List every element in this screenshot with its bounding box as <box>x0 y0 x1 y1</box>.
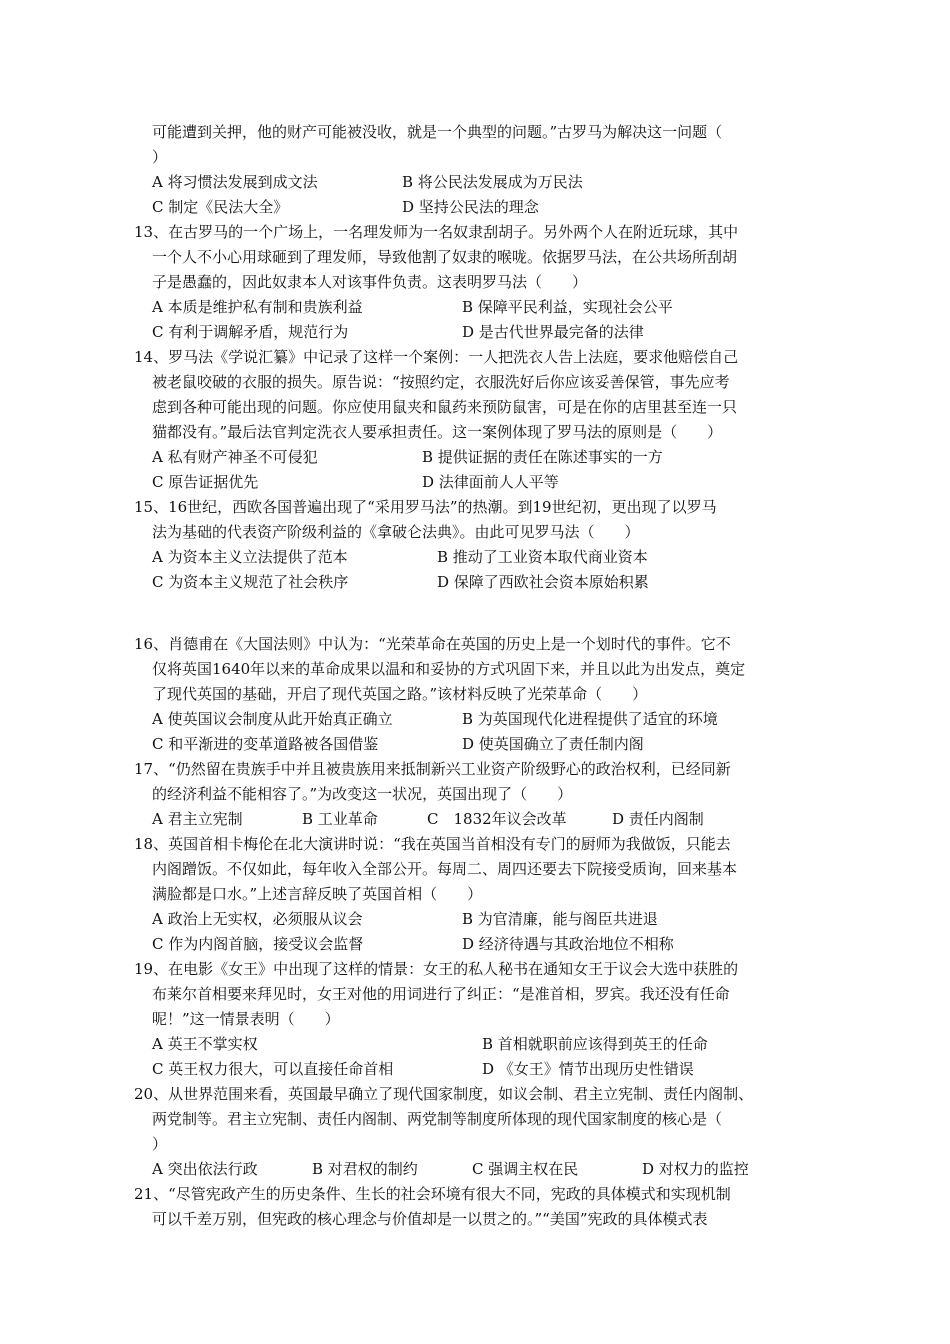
q15-option-b: B 推动了工业资本取代商业资本 <box>437 548 648 566</box>
q20-options-row <box>134 1157 824 1182</box>
q12-options-row <box>134 195 824 220</box>
q15-line: 法为基础的代表资产阶级利益的《拿破仑法典》。由此可见罗马法（ ） <box>152 523 640 541</box>
q19-line: 呢！”这一情景表明（ ） <box>152 1010 340 1028</box>
q18-option-b: B 为官清廉，能与阁臣共进退 <box>462 910 658 928</box>
q15-option-d: D 保障了西欧社会资本原始积累 <box>437 573 649 591</box>
section-gap <box>134 595 824 632</box>
q20-option-c: C 强调主权在民 <box>472 1160 579 1178</box>
q12-options-row <box>134 170 824 195</box>
q20-line: 20、从世界范围来看，英国最早确立了现代国家制度，如议会制、君主立宪制、责任内阁制、 <box>134 1085 754 1103</box>
q14-options-row <box>134 470 824 495</box>
q15-option-a: A 为资本主义立法提供了范本 <box>152 548 348 566</box>
q18-option-a: A 政治上无实权，必须服从议会 <box>152 910 363 928</box>
q17-options-row <box>134 807 824 832</box>
q18-options-row <box>134 932 824 957</box>
q17-option-d: D 责任内阁制 <box>612 810 704 828</box>
q12-line: 可能遭到关押，他的财产可能被没收，就是一个典型的问题。”古罗马为解决这一问题（ <box>152 123 723 141</box>
q13-option-a: A 本质是维护私有制和贵族利益 <box>152 298 363 316</box>
q16-option-b: B 为英国现代化进程提供了适宜的环境 <box>462 710 718 728</box>
q14-line: 14、罗马法《学说汇纂》中记录了这样一个案例：一人把洗衣人告上法庭，要求他赔偿自己 <box>134 348 739 366</box>
q16-options-row <box>134 732 824 757</box>
q13-line: 子是愚蠢的，因此奴隶本人对该事件负责。这表明罗马法（ ） <box>152 273 588 291</box>
q18-line: 内阁蹭饭。不仅如此，每年收入全部公开。每周二、周四还要去下院接受质询，回来基本 <box>152 860 738 878</box>
q16-options-row <box>134 707 824 732</box>
q16-option-c: C 和平渐进的变革道路被各国借鉴 <box>152 735 379 753</box>
q18-options-row <box>134 907 824 932</box>
q16-option-d: D 使英国确立了责任制内阁 <box>462 735 644 753</box>
q13-options-row <box>134 320 824 345</box>
q19-option-c: C 英王权力很大，可以直接任命首相 <box>152 1060 394 1078</box>
q16-line: 了现代英国的基础，开启了现代英国之路。”该材料反映了光荣革命（ ） <box>152 685 648 703</box>
q17-line: 的经济利益不能相容了。”为改变这一状况，英国出现了（ ） <box>152 785 573 803</box>
q17-option-a: A 君主立宪制 <box>152 810 243 828</box>
q12-line: ） <box>152 148 168 166</box>
q13-option-b: B 保障平民利益，实现社会公平 <box>462 298 673 316</box>
q19-line: 19、在电影《女王》中出现了这样的情景：女王的私人秘书在通知女王于议会大选中获胜的 <box>134 960 739 978</box>
q16-line: 16、肖德甫在《大国法则》中认为：“光荣革命在英国的历史上是一个划时代的事件。它不 <box>134 635 731 653</box>
q20-option-d: D 对权力的监控 <box>642 1160 749 1178</box>
q21-line: 可以千差万别，但宪政的核心理念与价值却是一以贯之的。”“美国”宪政的具体模式表 <box>152 1210 708 1228</box>
q14-option-d: D 法律面前人人平等 <box>422 473 559 491</box>
q15-options-row <box>134 570 824 595</box>
q20-line: 两党制等。君主立宪制、责任内阁制、两党制等制度所体现的现代国家制度的核心是（ <box>152 1110 723 1128</box>
q16-line: 仅将英国1640年以来的革命成果以温和和妥协的方式巩固下来，并且以此为出发点，奠定 <box>152 660 746 678</box>
q14-option-b: B 提供证据的责任在陈述事实的一方 <box>422 448 663 466</box>
q14-line: 被老鼠咬破的衣服的损失。原告说：“按照约定，衣服洗好后你应该妥善保管，事先应考 <box>152 373 730 391</box>
q13-line: 13、在古罗马的一个广场上，一名理发师为一名奴隶刮胡子。另外两个人在附近玩球，其中 <box>134 223 739 241</box>
q21-line: 21、“尽管宪政产生的历史条件、生长的社会环境有很大不同，宪政的具体模式和实现机制 <box>134 1185 731 1203</box>
q13-line: 一个人不小心用球砸到了理发师，导致他割了奴隶的喉咙。依据罗马法，在公共场所刮胡 <box>152 248 738 266</box>
q17-line: 17、“仍然留在贵族手中并且被贵族用来抵制新兴工业资产阶级野心的政治权利，已经同新 <box>134 760 731 778</box>
q12-option-d: D 坚持公民法的理念 <box>402 198 539 216</box>
q13-option-c: C 有利于调解矛盾，规范行为 <box>152 323 349 341</box>
q15-option-c: C 为资本主义规范了社会秩序 <box>152 573 349 591</box>
q18-option-d: D 经济待遇与其政治地位不相称 <box>462 935 674 953</box>
q20-line: ） <box>152 1135 168 1153</box>
q17-option-c: C 1832年议会改革 <box>427 810 567 828</box>
q14-line: 猫都没有。”最后法官判定洗衣人要承担责任。这一案例体现了罗马法的原则是（ ） <box>152 423 723 441</box>
q19-option-b: B 首相就职前应该得到英王的任命 <box>482 1035 708 1053</box>
q15-line: 15、16世纪，西欧各国普遍出现了“采用罗马法”的热潮。到19世纪初，更出现了以罗马 <box>134 498 717 516</box>
q20-option-a: A 突出依法行政 <box>152 1160 258 1178</box>
q18-option-c: C 作为内阁首脑，接受议会监督 <box>152 935 364 953</box>
question-list <box>134 120 824 1232</box>
q12-option-c: C 制定《民法大全》 <box>152 198 289 216</box>
q19-line: 布莱尔首相要来拜见时，女王对他的用词进行了纠正：“是准首相，罗宾。我还没有任命 <box>152 985 730 1003</box>
q19-options-row <box>134 1057 824 1082</box>
q18-line: 满脸都是口水。”上述言辞反映了英国首相（ ） <box>152 885 483 903</box>
q16-option-a: A 使英国议会制度从此开始真正确立 <box>152 710 393 728</box>
q19-options-row <box>134 1032 824 1057</box>
q14-line: 虑到各种可能出现的问题。你应使用鼠夹和鼠药来预防鼠害，可是在你的店里甚至连一只 <box>152 398 738 416</box>
q13-option-d: D 是古代世界最完备的法律 <box>462 323 644 341</box>
q17-option-b: B 工业革命 <box>302 810 378 828</box>
q13-options-row <box>134 295 824 320</box>
q14-option-a: A 私有财产神圣不可侵犯 <box>152 448 318 466</box>
q12-option-b: B 将公民法发展成为万民法 <box>402 173 583 191</box>
q19-option-d: D 《女王》情节出现历史性错误 <box>482 1060 694 1078</box>
q18-line: 18、英国首相卡梅伦在北大演讲时说：“我在英国当首相没有专门的厨师为我做饭，只能去 <box>134 835 731 853</box>
q14-option-c: C 原告证据优先 <box>152 473 259 491</box>
q15-options-row <box>134 545 824 570</box>
q14-options-row <box>134 445 824 470</box>
q12-option-a: A 将习惯法发展到成文法 <box>152 173 318 191</box>
q19-option-a: A 英王不掌实权 <box>152 1035 258 1053</box>
q20-option-b: B 对君权的制约 <box>312 1160 418 1178</box>
